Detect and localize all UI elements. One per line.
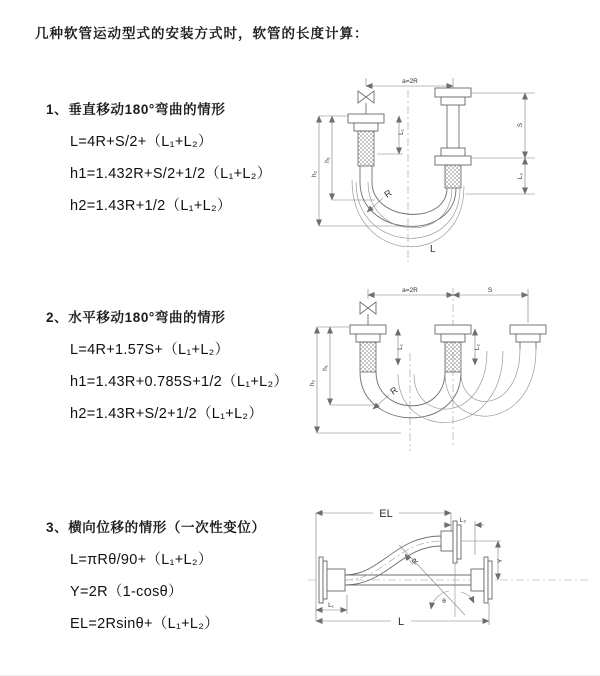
formula-el: EL=2Rsinθ+（L₁+L₂） xyxy=(70,616,220,632)
diagram-horizontal-180 xyxy=(303,283,595,458)
vertical-180-drawing xyxy=(303,70,595,270)
formula-h1: h1=1.432R+S/2+1/2（L₁+L₂） xyxy=(70,166,272,182)
braided-hose-section xyxy=(360,342,376,372)
valve-icon xyxy=(360,302,376,325)
dimension-l xyxy=(316,603,489,628)
dim-s-label: S xyxy=(517,122,524,128)
dim-h2-label: h₂ xyxy=(309,379,316,387)
curved-hose-position xyxy=(345,536,441,585)
dim-l1-label: L₁ xyxy=(397,344,404,350)
dimension-l1 xyxy=(397,329,404,365)
formula-h1: h1=1.43R+0.785S+1/2（L₁+L₂） xyxy=(70,374,289,390)
dim-h1-label: h₁ xyxy=(324,157,331,163)
dim-l1-label: L₁ xyxy=(328,602,334,609)
length-label: L xyxy=(430,244,436,255)
braided-hose-section xyxy=(358,131,374,166)
dim-l1-label: L₁ xyxy=(398,129,405,135)
middle-flange xyxy=(435,325,471,372)
left-flange xyxy=(350,325,386,372)
formula-length: L=4R+S/2+（L₁+L₂） xyxy=(70,134,213,150)
theta-label: θ xyxy=(442,598,446,605)
dimension-a-2r xyxy=(368,287,453,299)
right-flange-lower xyxy=(435,148,471,188)
dimension-l2 xyxy=(474,329,481,365)
dimension-h2 xyxy=(311,116,399,226)
braided-hose-section xyxy=(445,342,461,372)
radius-label: R xyxy=(409,556,421,567)
radius-label: R xyxy=(388,384,400,397)
left-flange xyxy=(348,114,384,166)
formula-length: L=πRθ/90+（L₁+L₂） xyxy=(70,552,213,568)
dim-a-label: a=2R xyxy=(402,78,418,85)
lateral-displacement-drawing xyxy=(303,503,595,655)
dim-l2-label: L₂ xyxy=(474,343,481,351)
right-flange xyxy=(471,557,492,603)
dim-s-label: S xyxy=(487,287,493,294)
dimension-s-l2 xyxy=(465,93,535,194)
horizontal-180-drawing xyxy=(303,283,595,458)
valve-icon xyxy=(358,91,374,114)
right-flange xyxy=(510,325,546,349)
section-heading: 1、垂直移动180°弯曲的情形 xyxy=(46,102,226,117)
formula-length: L=4R+1.57S+（L₁+L₂） xyxy=(70,342,230,358)
dim-l2-label: L₂ xyxy=(517,172,524,180)
dim-l2-label: L₂ xyxy=(459,517,467,524)
dim-el-label: EL xyxy=(379,508,393,520)
dim-l-label: L xyxy=(397,616,405,628)
angle-theta xyxy=(431,591,474,609)
diagram-vertical-180 xyxy=(303,70,595,270)
dimension-s xyxy=(453,287,528,323)
dim-h2-label: h₂ xyxy=(311,170,318,178)
dimension-el xyxy=(316,508,451,621)
dimension-h2 xyxy=(309,327,401,433)
diagram-lateral-displacement xyxy=(303,503,595,655)
right-flange-upper xyxy=(435,88,471,148)
section-vertical-180 xyxy=(46,100,316,222)
formula-h2: h2=1.43R+S/2+1/2（L₁+L₂） xyxy=(70,406,264,422)
section-heading: 3、横向位移的情形（一次性变位） xyxy=(46,520,266,535)
radius-label: R xyxy=(382,187,394,200)
dim-h1-label: h₁ xyxy=(322,365,329,371)
left-flange xyxy=(319,557,345,603)
braided-hose-section xyxy=(445,165,461,188)
section-horizontal-180 xyxy=(46,308,316,430)
formula-y: Y=2R（1-cosθ） xyxy=(70,584,183,600)
page-title: 几种软管运动型式的安装方式时，软管的长度计算： xyxy=(35,26,369,41)
dim-y-label: Y xyxy=(497,558,504,564)
section-lateral-displacement xyxy=(46,518,316,640)
formula-h2: h2=1.43R+1/2（L₁+L₂） xyxy=(70,198,232,214)
section-heading: 2、水平移动180°弯曲的情形 xyxy=(46,310,226,325)
dim-a-label: a=2R xyxy=(402,287,418,294)
